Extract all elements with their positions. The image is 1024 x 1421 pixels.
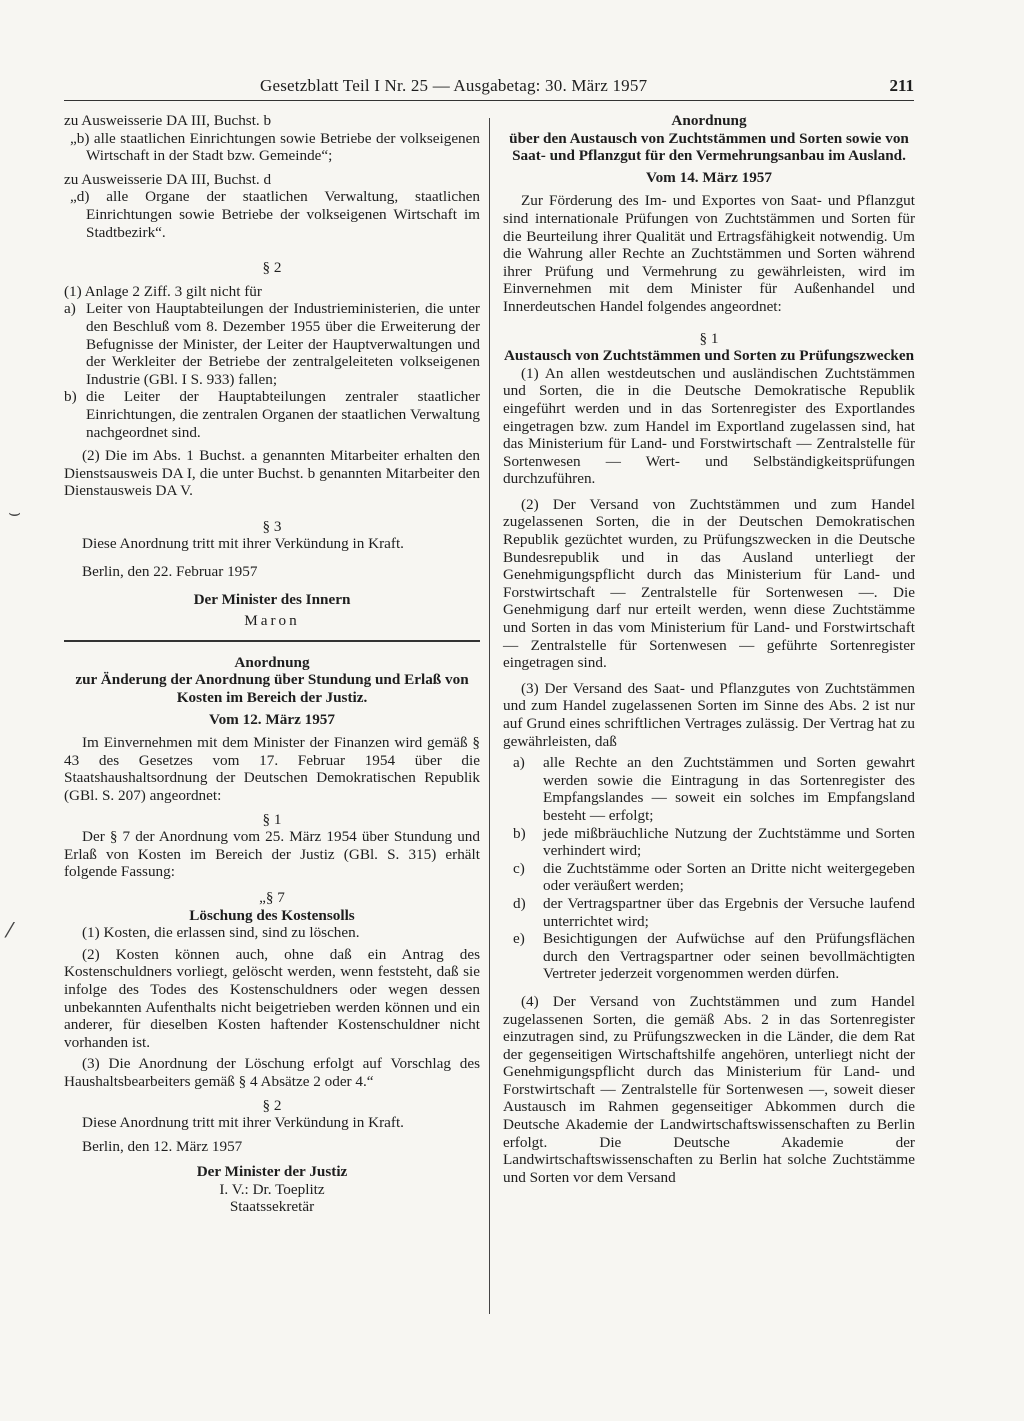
place-date: Berlin, den 22. Februar 1957: [82, 563, 258, 581]
section-heading: § 1: [262, 810, 282, 828]
reference-line: zu Ausweisserie DA III, Buchst. b: [64, 112, 272, 129]
list-item: [503, 860, 915, 895]
paragraph: (2) Kosten können auch, ohne daß ein Antrag des Kostenschuldners vorliegt, gelöscht werden, wenn feststeht, daß sie infolge des Todes des Kostenschuldners oder wegen dessen unbekannten Aufenthalts nicht beigetrieben werden können und ein anderer, für dieselben Kosten haftender Kostenschuldner nicht vorhanden ist.: [64, 945, 480, 1051]
decree-title: Anordnung: [671, 112, 747, 129]
list-item: [64, 388, 480, 441]
left-column: [64, 112, 480, 1216]
right-column: [503, 112, 915, 1186]
section-divider: [64, 640, 480, 642]
running-title: Gesetzblatt Teil I Nr. 25 — Ausgabetag: 30. März 1957: [260, 76, 648, 95]
signer-title: Der Minister des Innern: [193, 590, 351, 608]
section-heading: § 1: [699, 329, 719, 347]
paragraph: (3) Die Anordnung der Löschung erfolgt auf Vorschlag des Haushaltsbearbeiters gemäß § 4 Absätze 2 oder 4.“: [64, 1055, 480, 1090]
section-heading: § 3: [262, 517, 282, 535]
list-label: b): [513, 824, 526, 842]
list-text: die Zuchtstämme oder Sorten an Dritte nicht weitergegeben oder veräußert werden;: [543, 859, 915, 895]
amendment-item: „b) alle staatlichen Einrichtungen sowie Betriebe der volkseigenen Wirtschaft in der Stadt bzw. Gemeinde“;: [70, 129, 480, 165]
decree-subtitle: zur Änderung der Anordnung über Stundung und Erlaß von Kosten im Bereich der Justiz.: [75, 671, 469, 707]
section-heading: § 2: [262, 259, 282, 277]
margin-mark: ⌣: [8, 500, 22, 524]
section-title: Löschung des Kostensolls: [189, 906, 355, 924]
page-header: [64, 76, 914, 101]
preamble: Im Einvernehmen mit dem Minister der Finanzen wird gemäß § 43 des Gesetzes vom 17. Februar 1954 über die Staatshaushaltsordnung der Deutschen Demokratischen Republik (GBl. S. 207) angeordnet:: [64, 734, 480, 804]
list-text: jede mißbräuchliche Nutzung der Zuchtstämme und Sorten verhindert wird;: [543, 824, 915, 860]
decree-date: Vom 14. März 1957: [646, 168, 772, 186]
list-label: c): [513, 859, 525, 877]
list-text: die Leiter der Hauptabteilungen zentraler staatlicher Einrichtungen, die zentralen Organen der staatlichen Verwaltung nachgeordnet sind.: [86, 388, 480, 441]
list-label: b): [64, 388, 77, 406]
list-label: a): [64, 300, 76, 318]
list-text: alle Rechte an den Zuchtstämmen und Sorten gewahrt werden sowie die Eintragung in das Sortenregister des Empfangslandes — soweit ein solches im Empfangsland besteht — erfolgt;: [543, 754, 915, 824]
paragraph: (1) Kosten, die erlassen sind, sind zu löschen.: [82, 924, 360, 942]
decree-date: Vom 12. März 1957: [209, 710, 335, 728]
paragraph: (4) Der Versand von Zuchtstämmen und zum Handel zugelassenen Sorten, die gemäß Abs. 2 in das Sortenregister einzutragen sind, zu Prüfungszwecken in die Länder, die dem Rat der gegenseitigen Wirtschaftshilfe angehören, unterliegt nicht der Genehmigungspflicht durch das Ministerium für Land- und Forstwirtschaft — Zentralstelle für Sortenwesen —, soweit dieser Austausch im Rahmen gegenseitiger Abkommen durch die Deutsche Akademie der Landwirtschaftswissenschaften zu Berlin erfolgt. Die Deutsche Akademie der Landwirtschaftswissenschaften zu Berlin hat solche Zuchtstämme und Sorten vor dem Versand: [503, 992, 915, 1186]
signer-name: I. V.: Dr. Toeplitz: [219, 1180, 325, 1198]
preamble: Zur Förderung des Im- und Exportes von Saat- und Pflanzgut sind internationale Prüfungen von Zuchtstämmen und Sorten für die Beurteilung ihrer Qualität und Ertragsfähigkeit notwendig. Um die Wahrung aller Rechte an Zuchtstämmen und Sorten während ihrer Prüfung und Vermehrung zu gewährleisten, wird im Einvernehmen mit dem Minister für Außenhandel und Innerdeutschen Handel folgendes angeordnet:: [503, 192, 915, 315]
list-text: der Vertragspartner über das Ergebnis der Versuche laufend unterrichtet wird;: [543, 894, 915, 930]
section-heading: § 2: [262, 1096, 282, 1114]
paragraph: (3) Der Versand des Saat- und Pflanzgutes von Zuchtstämmen und zum Handel zugelassenen Sorten im Sinne des Abs. 2 ist nur auf Grund eines schriftlichen Vertrages zulässig. Der Vertrag hat zu gewährleisten, daß: [503, 679, 915, 750]
paragraph: (1) An allen westdeutschen und ausländischen Zuchtstämmen und Sorten, die in die Deutsche Demokratische Republik eingeführt werden und in das Sortenregister des Exportlandes eingetragen bzw. zum Handel im Exportland zugelassen sind, hat das Ministerium für Land- und Forstwirtschaft — Zentralstelle für Sortenwesen — Wert- und Selbständigkeitsprüfungen durchzuführen.: [503, 364, 915, 488]
reference-line: zu Ausweisserie DA III, Buchst. d: [64, 170, 272, 188]
amendment-item: „d) alle Organe der staatlichen Verwaltung, staatlichen Einrichtungen sowie Betriebe der volkseigenen Wirtschaft im Stadtbezirk“.: [70, 188, 480, 241]
page-number: 211: [889, 76, 914, 95]
list-text: Leiter von Hauptabteilungen der Industrieministerien, die unter den Beschluß vom 8. Dezember 1955 über die Erweiterung der Befugnisse der Minister, der Leiter der Hauptverwaltungen und der Werkleiter der Betriebe der zentralgeleiteten volkseigenen Industrie (GBl. I S. 933) fallen;: [86, 300, 480, 388]
paragraph: Diese Anordnung tritt mit ihrer Verkündung in Kraft.: [82, 535, 404, 553]
list-item: [503, 825, 915, 860]
paragraph: (2) Der Versand von Zuchtstämmen und zum Handel zugelassenen Sorten, die in der Deutschen Demokratischen Republik gezüchtet wurden, zu Prüfungszwecken in die Deutsche Bundesrepublik und in das Ausland unterliegt der Genehmigungspflicht durch das Ministerium für Land- und Forstwirtschaft — Zentralstelle für Sortenwesen —. Die Genehmigung darf nur erteilt werden, wenn diese Zuchtstämme und Sorten in das vom Ministerium für Land- und Forstwirtschaft — Zentralstelle für Sortenwesen — geführte Sortenregister eingetragen sind.: [503, 495, 915, 672]
list-item: [503, 895, 915, 930]
list-item: [503, 754, 915, 824]
signer-title: Der Minister der Justiz: [196, 1163, 348, 1181]
column-divider: [489, 118, 490, 1314]
list-label: e): [513, 930, 525, 948]
paragraph: Der § 7 der Anordnung vom 25. März 1954 über Stundung und Erlaß von Kosten im Bereich der Justiz (GBl. S. 315) erhält folgende Fassung:: [64, 828, 480, 881]
section-heading: „§ 7: [259, 888, 285, 906]
decree-title: Anordnung: [234, 653, 310, 671]
paragraph: (1) Anlage 2 Ziff. 3 gilt nicht für: [64, 282, 262, 300]
signer-role: Staatssekretär: [229, 1198, 315, 1216]
section-title: Austausch von Zuchtstämmen und Sorten zu Prüfungszwecken: [503, 347, 915, 365]
margin-mark: ⁄: [8, 918, 12, 942]
list-label: a): [513, 754, 525, 772]
signer-name: Maron: [244, 612, 300, 630]
place-date: Berlin, den 12. März 1957: [82, 1137, 243, 1155]
list-label: d): [513, 894, 526, 912]
paragraph: Diese Anordnung tritt mit ihrer Verkündung in Kraft.: [82, 1114, 404, 1132]
paragraph: (2) Die im Abs. 1 Buchst. a genannten Mitarbeiter erhalten den Dienstsausweis DA I, die unter Buchst. b genannten Mitarbeiter den Dienstausweis DA V.: [64, 447, 480, 500]
list-item: [503, 930, 915, 983]
conditions-list: [503, 754, 915, 983]
list-text: Besichtigungen der Aufwüchse auf den Prüfungsflächen durch den Vertragspartner oder seinen bevollmächtigten Vertreter jederzeit vorgenommen werden dürfen.: [543, 930, 915, 983]
decree-subtitle: über den Austausch von Zuchtstämmen und Sorten sowie von Saat- und Pflanzgut für den Vermehrungsanbau im Ausland.: [509, 129, 909, 165]
list-item: [64, 300, 480, 388]
